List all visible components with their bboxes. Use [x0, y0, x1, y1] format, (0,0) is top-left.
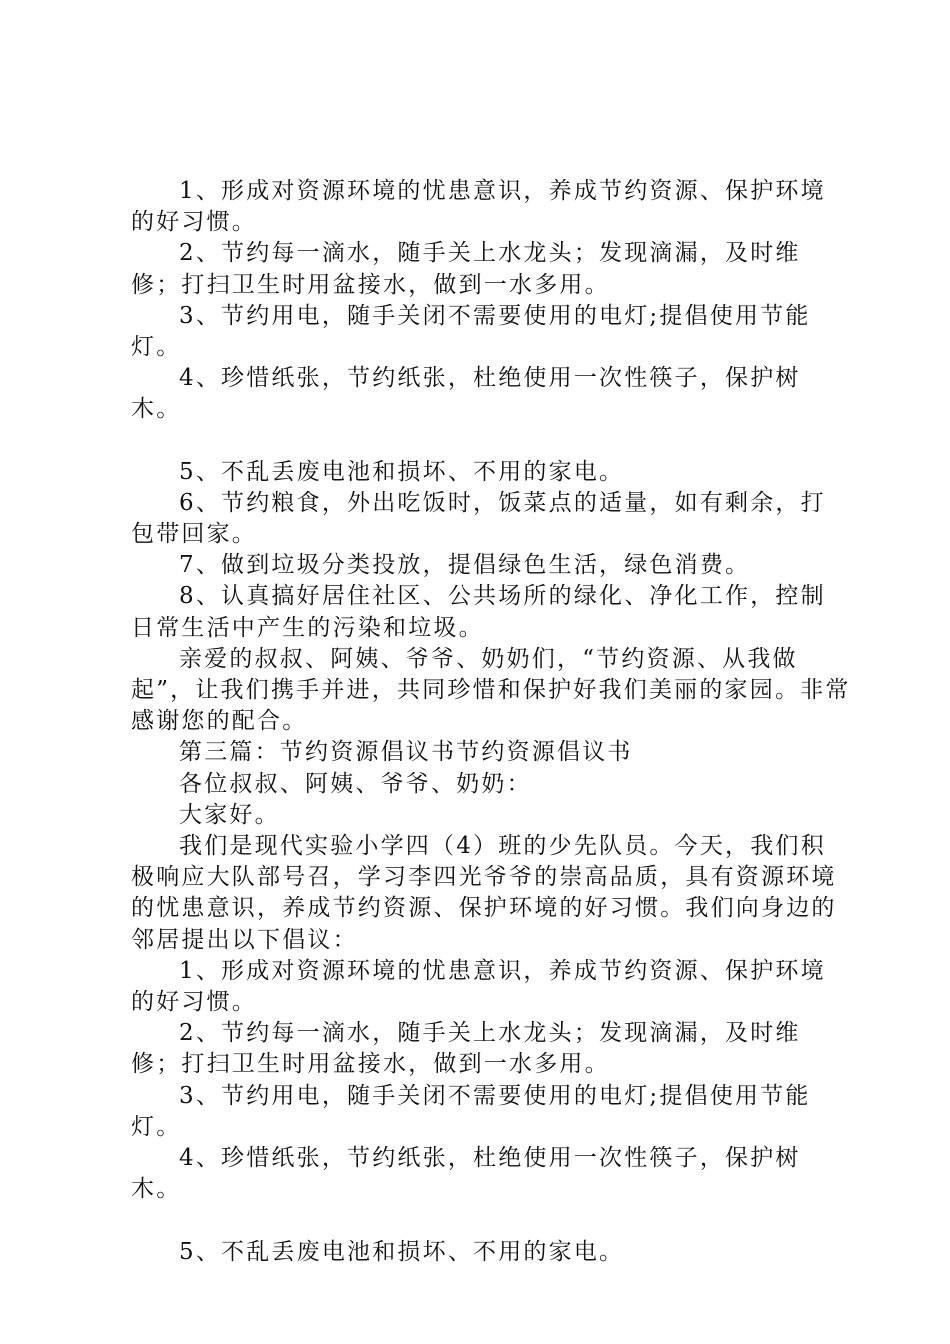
paragraph-item-4-repeat: 4、珍惜纸张，节约纸张，杜绝使用一次性筷子，保护树木。 [131, 1145, 801, 1203]
paragraph-item-4: 4、珍惜纸张，节约纸张，杜绝使用一次性筷子，保护树木。 [131, 365, 801, 423]
paragraph-item-5: 5、不乱丢废电池和损坏、不用的家电。 [179, 458, 625, 485]
paragraph-item-1-repeat: 1、形成对资源环境的忧患意识，养成节约资源、保护环境的好习惯。 [131, 957, 826, 1016]
document-body [131, 176, 851, 1268]
paragraph-item-7: 7、做到垃圾分类投放，提倡绿色生活，绿色消费。 [179, 552, 751, 579]
paragraph-item-3: 3、节约用电，随手关闭不需要使用的电灯;提倡使用节能灯。 [131, 302, 811, 361]
paragraph-item-2: 2、节约每一滴水，随手关上水龙头；发现滴漏，及时维修；打扫卫生时用盆接水，做到一水多用。 [131, 240, 801, 298]
greeting: 大家好。 [179, 801, 280, 828]
paragraph-item-1: 1、形成对资源环境的忧患意识，养成节约资源、保护环境的好习惯。 [131, 178, 826, 236]
intro-paragraph: 我们是现代实验小学四（4）班的少先队员。今天，我们积极响应大队部号召，学习李四光爷爷的崇高品质，具有资源环境的忧患意识，养成节约资源、保护环境的好习惯。我们向身边的邻居提出以下倡议： [131, 833, 837, 953]
paragraph-item-2-repeat: 2、节约每一滴水，随手关上水龙头；发现滴漏，及时维修；打扫卫生时用盆接水，做到一水多用。 [131, 1020, 801, 1078]
closing-paragraph: 亲爱的叔叔、阿姨、爷爷、奶奶们，“节约资源、从我做起”，让我们携手并进，共同珍惜和保护好我们美丽的家园。非常感谢您的配合。 [131, 645, 851, 735]
salutation: 各位叔叔、阿姨、爷爷、奶奶： [179, 770, 532, 797]
paragraph-item-3-repeat: 3、节约用电，随手关闭不需要使用的电灯;提倡使用节能灯。 [131, 1082, 811, 1140]
paragraph-item-8: 8、认真搞好居住社区、公共场所的绿化、净化工作，控制日常生活中产生的污染和垃圾。 [131, 583, 826, 641]
paragraph-item-5-repeat: 5、不乱丢废电池和损坏、不用的家电。 [179, 1238, 625, 1265]
paragraph-item-6: 6、节约粮食，外出吃饭时，饭菜点的适量，如有剩余，打包带回家。 [131, 489, 826, 548]
section-heading: 第三篇：节约资源倡议书节约资源倡议书 [179, 739, 633, 766]
